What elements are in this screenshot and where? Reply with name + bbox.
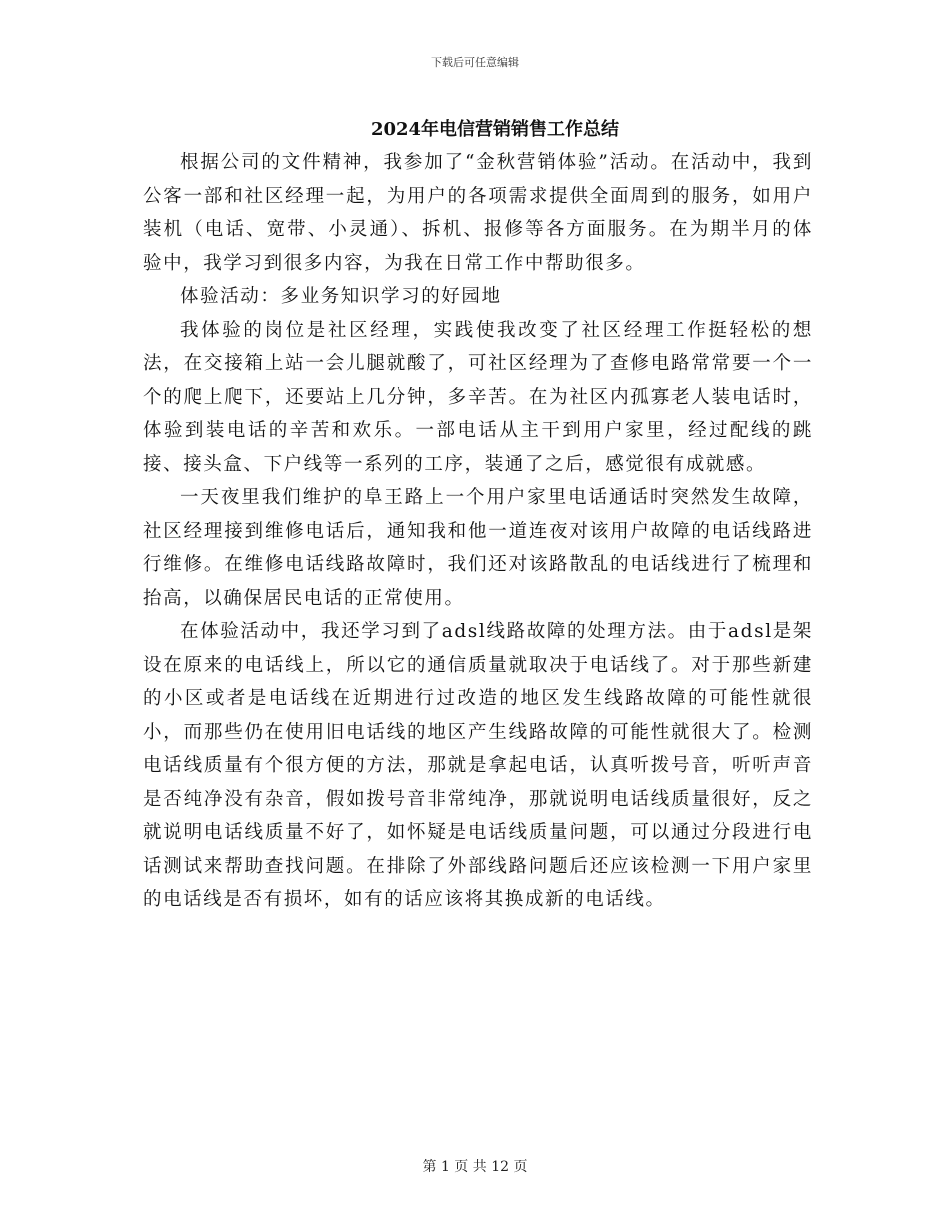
paragraph: 我体验的岗位是社区经理，实践使我改变了社区经理工作挺轻松的想法，在交接箱上站一会儿腿就酸了，可社区经理为了查修电路常常要一个一个的爬上爬下，还要站上几分钟，多辛苦。在为社区内孤寡老人装电话时，体验到装电话的辛苦和欢乐。一部电话从主干到用户家里，经过配线的跳接、接头盒、下户线等一系列的工序，装通了之后，感觉很有成就感。 [143, 319, 813, 475]
paragraph: 一天夜里我们维护的阜王路上一个用户家里电话通话时突然发生故障，社区经理接到维修电话后，通知我和他一道连夜对该用户故障的电话线路进行维修。在维修电话线路故障时，我们还对该路散乱的电话线进行了梳理和抬高，以确保居民电话的正常使用。 [143, 487, 813, 609]
page-indicator: 第 1 页 共 12 页 [422, 1159, 528, 1175]
document-title: 2024年电信营销销售工作总结 [370, 119, 620, 140]
paragraph: 在体验活动中，我还学习到了adsl线路故障的处理方法。由于adsl是架设在原来的电话线上，所以它的通信质量就取决于电话线了。对于那些新建的小区或者是电话线在近期进行过改造的地区发生线路故障的可能性就很小，而那些仍在使用旧电话线的地区产生线路故障的可能性就很大了。检测电话线质量有个很方便的方法，那就是拿起电话，认真听拨号音，听听声音是否纯净没有杂音，假如拨号音非常纯净，那就说明电话线质量很好，反之就说明电话线质量不好了，如怀疑是电话线质量问题，可以通过分段进行电话测试来帮助查找问题。在排除了外部线路问题后还应该检测一下用户家里的电话线是否有损坏，如有的话应该将其换成新的电话线。 [143, 621, 813, 910]
paragraph: 根据公司的文件精神，我参加了“金秋营销体验”活动。在活动中，我到公客一部和社区经理一起，为用户的各项需求提供全面周到的服务，如用户装机（电话、宽带、小灵通）、拆机、报修等各方面服务。在为期半月的体验中，我学习到很多内容，为我在日常工作中帮助很多。 [143, 152, 813, 274]
header-note: 下载后可任意编辑 [431, 56, 519, 69]
document-body [143, 146, 813, 917]
section-heading: 体验活动：多业务知识学习的好园地 [180, 286, 502, 307]
